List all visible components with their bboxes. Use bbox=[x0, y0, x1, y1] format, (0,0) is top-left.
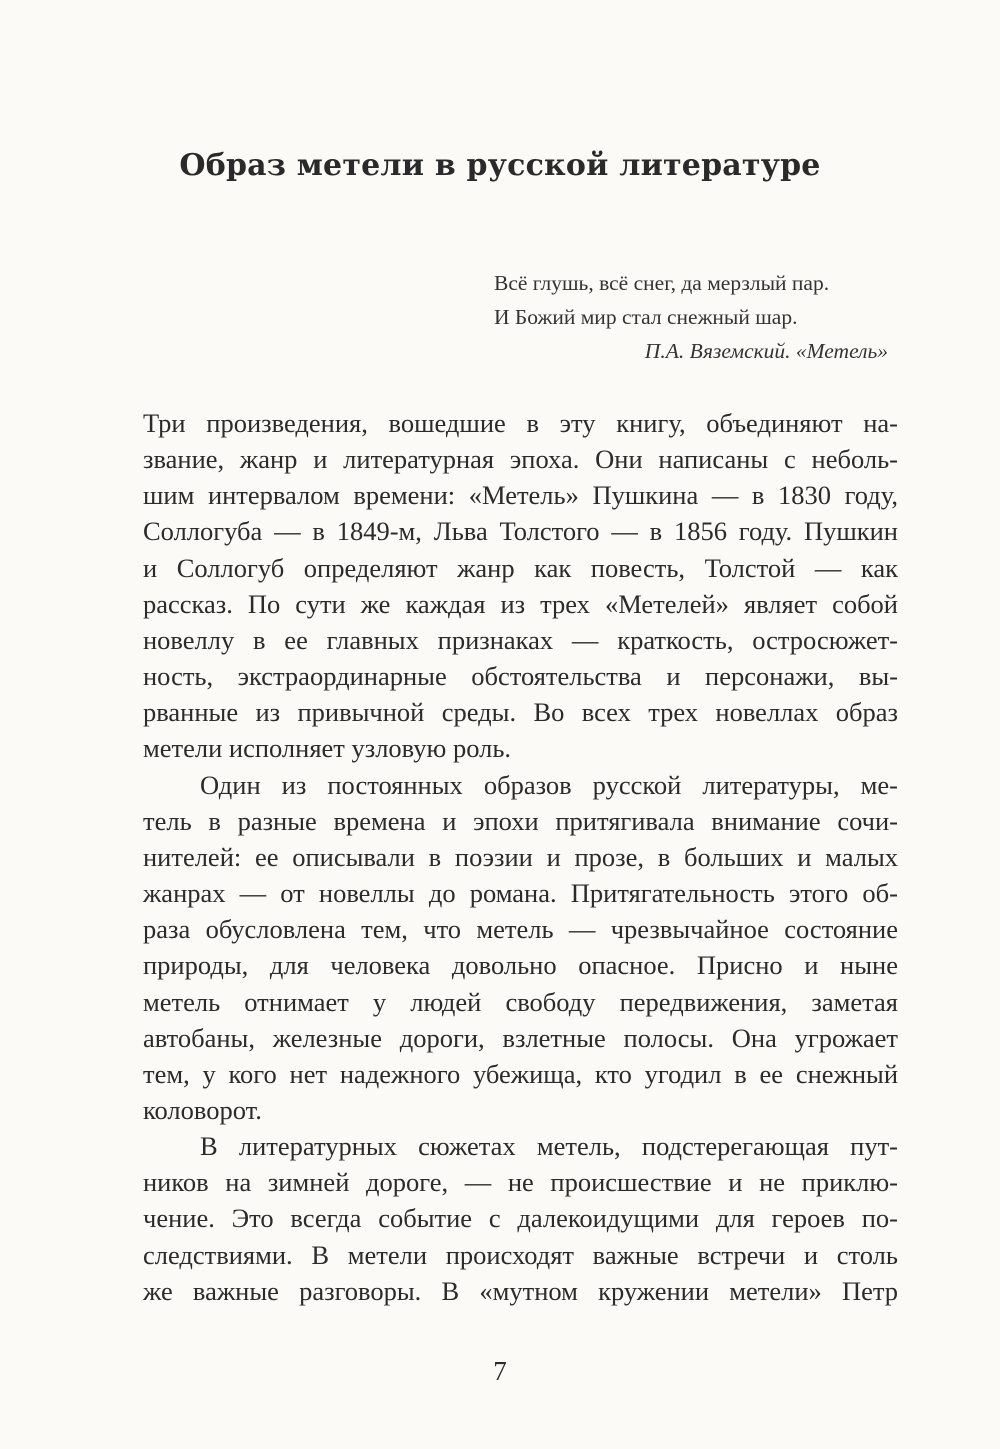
text-line: коловорот. bbox=[143, 1094, 262, 1125]
text-line: чение. Это всегда событие с далекоидущими для героев по- bbox=[143, 1203, 898, 1234]
epigraph-line: Всё глушь, всё снег, да мерзлый пар. bbox=[494, 271, 830, 295]
text-line: метель отнимает у людей свободу передвижения, заметая bbox=[143, 986, 898, 1017]
epigraph bbox=[494, 266, 904, 368]
chapter-title: Образ метели в русской литературе bbox=[179, 148, 821, 183]
text-line: Соллогуба — в 1849-м, Льва Толстого — в 1856 году. Пушкин bbox=[143, 516, 898, 547]
text-line: В литературных сюжетах метель, подстерегающая пут- bbox=[200, 1131, 898, 1162]
text-line: тель в разные времена и эпохи притягивала внимание сочи- bbox=[143, 805, 898, 836]
page-number: 7 bbox=[493, 1356, 507, 1386]
text-line: метели исполняет узловую роль. bbox=[143, 733, 512, 764]
text-line: и Соллогуб определяют жанр как повесть, Толстой — как bbox=[143, 552, 898, 583]
text-line: шим интервалом времени: «Метель» Пушкина — в 1830 году, bbox=[143, 480, 898, 511]
body-text bbox=[143, 405, 898, 1309]
text-line: ность, экстраординарные обстоятельства и персонажи, вы- bbox=[143, 661, 898, 692]
text-line: тем, у кого нет надежного убежища, кто угодил в ее снежный bbox=[143, 1058, 898, 1089]
text-line: следствиями. В метели происходят важные встречи и столь bbox=[143, 1239, 898, 1270]
text-line: рванные из привычной среды. Во всех трех новеллах образ bbox=[143, 697, 898, 728]
text-line: новеллу в ее главных признаках — краткость, остросюжет- bbox=[143, 624, 898, 655]
epigraph-line: И Божий мир стал снежный шар. bbox=[494, 305, 798, 329]
text-line: же важные разговоры. В «мутном кружении метели» Петр bbox=[143, 1275, 898, 1306]
text-line: природы, для человека довольно опасное. Присно и ныне bbox=[143, 950, 898, 981]
text-line: автобаны, железные дороги, взлетные полосы. Она угрожает bbox=[143, 1022, 898, 1053]
text-line: рассказ. По сути же каждая из трех «Метелей» являет собой bbox=[143, 588, 898, 619]
text-line: Один из постоянных образов русской литературы, ме- bbox=[200, 769, 898, 800]
text-line: раза обусловлена тем, что метель — чрезвычайное состояние bbox=[143, 914, 898, 945]
text-line: ников на зимней дороге, — не происшествие и не приклю- bbox=[143, 1167, 898, 1198]
text-line: Три произведения, вошедшие в эту книгу, объединяют на- bbox=[143, 408, 898, 438]
text-line: звание, жанр и литературная эпоха. Они написаны с неболь- bbox=[143, 444, 898, 475]
text-line: нителей: ее описывали в поэзии и прозе, в больших и малых bbox=[143, 841, 898, 872]
text-line: жанрах — от новеллы до романа. Притягательность этого об- bbox=[143, 878, 898, 909]
epigraph-author: П.А. Вяземский. «Метель» bbox=[644, 339, 888, 363]
